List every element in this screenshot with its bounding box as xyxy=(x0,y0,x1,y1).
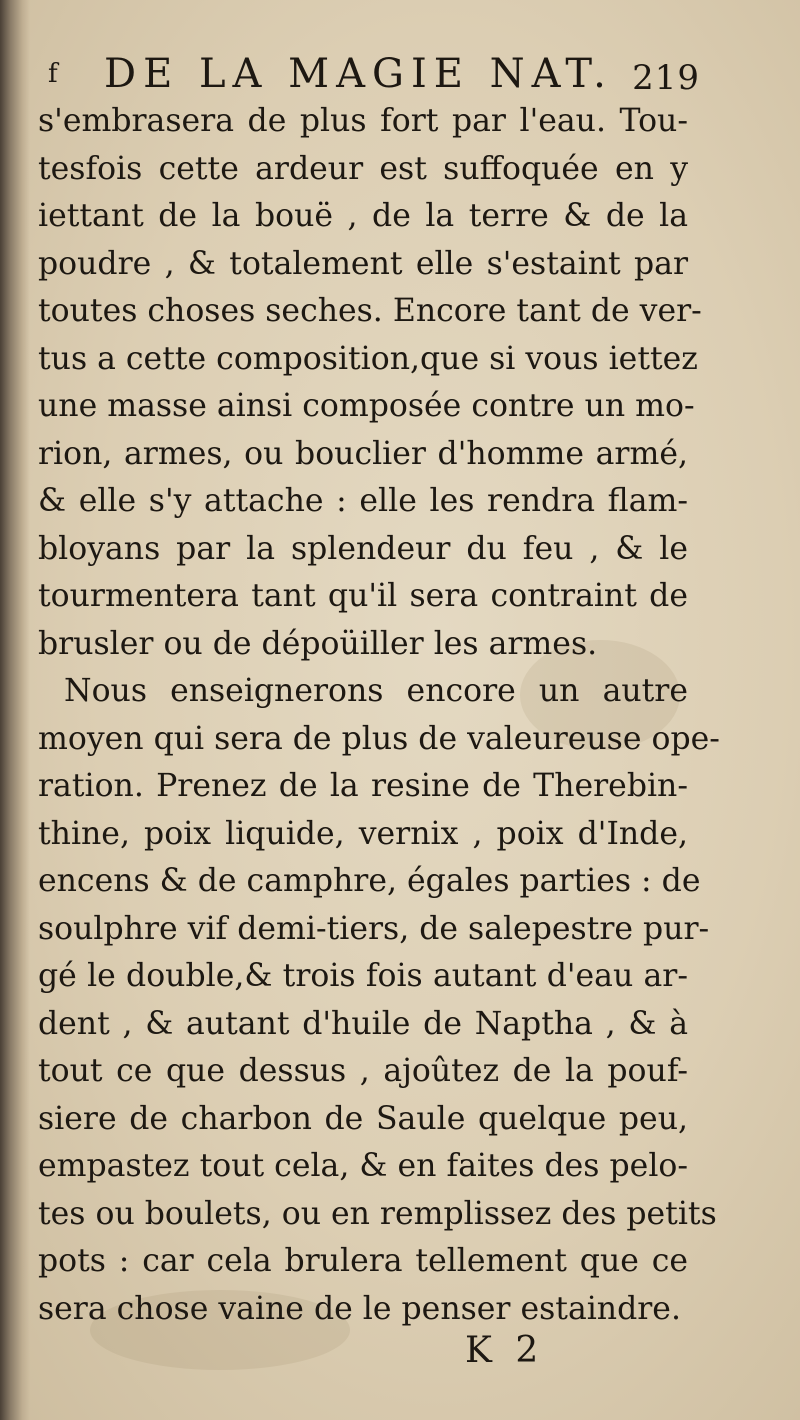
text-line: siere de charbon de Saule quelque peu, xyxy=(38,1100,688,1137)
text-line: ration. Prenez de la resine de Therebin- xyxy=(38,768,688,804)
text-line: poudre , & totalement elle s'estaint par xyxy=(38,245,688,282)
text-line: soulphre vif demi-tiers, de salepestre pur- xyxy=(38,910,710,947)
text-line: empastez tout cela, & en faites des pelo- xyxy=(38,1148,688,1184)
text-line: une masse ainsi composée contre un mo- xyxy=(38,388,695,424)
text-line: tes ou boulets, ou en remplissez des petits xyxy=(38,1195,717,1232)
text-line: tourmentera tant qu'il sera contraint de xyxy=(38,578,688,614)
text-line: gé le double,& trois fois autant d'eau ar- xyxy=(38,958,688,994)
page-number: 219 xyxy=(632,58,700,98)
text-line: tesfois cette ardeur est suffoquée en y xyxy=(38,150,688,187)
text-line: Nous enseignerons encore un autre xyxy=(64,673,688,709)
text-line: dent , & autant d'huile de Naptha , & à xyxy=(38,1005,688,1042)
running-head xyxy=(48,44,708,104)
running-head-mark: f xyxy=(48,59,60,89)
text-line: rion, armes, ou bouclier d'homme armé, xyxy=(38,435,688,472)
text-line: thine, poix liquide, vernix , poix d'Inde, xyxy=(38,815,688,852)
text-line: encens & de camphre, égales parties : de xyxy=(38,863,701,899)
signature-mark: K 2 xyxy=(465,1330,545,1371)
text-line: bloyans par la splendeur du feu , & le xyxy=(38,530,688,567)
text-line: & elle s'y attache : elle les rendra flam- xyxy=(38,483,688,519)
running-head-title: DE LA MAGIE NAT. xyxy=(104,51,613,97)
text-line: pots : car cela brulera tellement que ce xyxy=(38,1243,688,1279)
text-line: sera chose vaine de le penser estaindre. xyxy=(38,1290,681,1327)
text-line: brusler ou de dépoüiller les armes. xyxy=(38,625,598,662)
binding-gutter xyxy=(0,0,30,1420)
text-line: moyen qui sera de plus de valeureuse ope- xyxy=(38,720,720,757)
text-line: tout ce que dessus , ajoûtez de la pouf- xyxy=(38,1053,688,1089)
text-line: s'embrasera de plus fort par l'eau. Tou- xyxy=(38,103,688,139)
text-line: tus a cette composition,que si vous iettez xyxy=(38,340,698,377)
text-line: toutes choses seches. Encore tant de ver- xyxy=(38,293,702,329)
text-line: iettant de la bouë , de la terre & de la xyxy=(38,198,688,234)
body-text xyxy=(38,98,720,1333)
